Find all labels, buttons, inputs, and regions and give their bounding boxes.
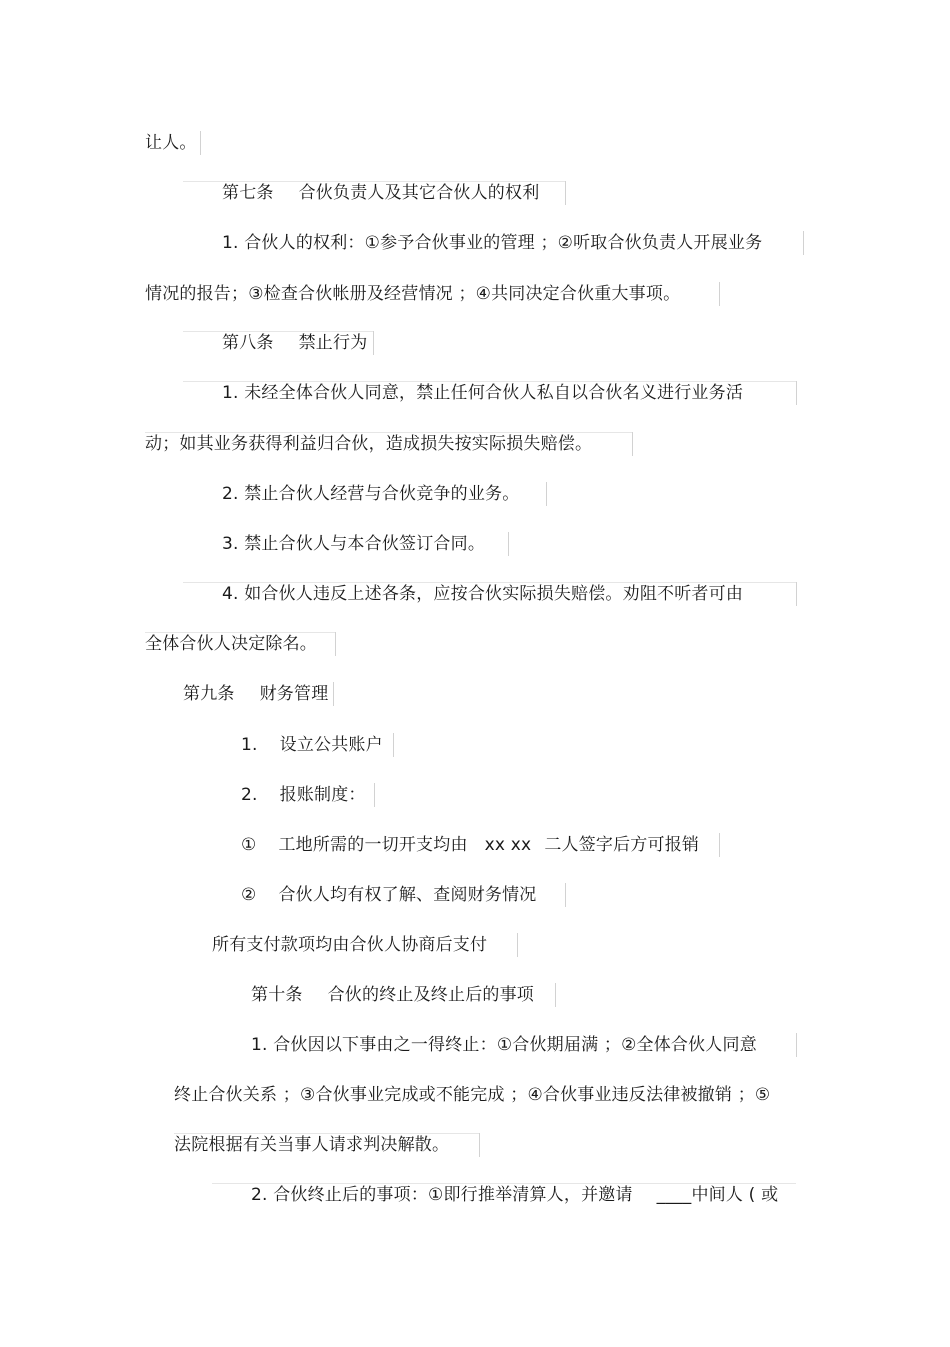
- paragraph-line: 所有支付款项均由合伙人协商后支付: [212, 935, 488, 955]
- article-number: 第八条: [222, 333, 274, 353]
- paragraph-line: 1. 合伙因以下事由之一得终止：①合伙期届满 ；②全体合伙人同意: [251, 1035, 757, 1055]
- paragraph-text: 2. 合伙终止后的事项：①即行推举清算人，并邀请: [251, 1185, 633, 1205]
- text-frame-edge: [796, 582, 797, 606]
- list-text: xx xx: [484, 835, 532, 855]
- paragraph-line: 4. 如合伙人违反上述各条，应按合伙实际损失赔偿。劝阻不听者可由: [222, 584, 744, 604]
- paragraph-line: 2. 禁止合伙人经营与合伙竞争的业务。: [222, 484, 520, 504]
- paragraph-line: 法院根据有关当事人请求判决解散。: [174, 1135, 450, 1155]
- article-7-heading: [222, 181, 539, 205]
- text-frame-edge: [517, 933, 518, 957]
- text-frame-edge: [200, 131, 201, 155]
- list-item: [241, 733, 383, 757]
- text-frame-edge: [335, 632, 336, 656]
- list-item: [241, 833, 699, 857]
- text-frame-edge: [796, 381, 797, 405]
- list-text: 设立公共账户: [279, 735, 383, 755]
- paragraph-line: 1. 未经全体合伙人同意，禁止任何合伙人私自以合伙名义进行业务活: [222, 383, 744, 403]
- article-9-heading: [183, 682, 328, 706]
- paragraph-line: 情况的报告；③检查合伙帐册及经营情况 ；④共同决定合伙重大事项。: [145, 284, 681, 304]
- article-number: 第七条: [222, 183, 274, 203]
- paragraph-line: 让人。: [145, 133, 197, 153]
- article-title: 合伙的终止及终止后的事项: [327, 985, 535, 1005]
- paragraph-line: 全体合伙人决定除名。: [145, 634, 317, 654]
- text-frame-edge: [565, 181, 566, 205]
- paragraph-line: 3. 禁止合伙人与本合伙签订合同。: [222, 534, 486, 554]
- article-number: 第九条: [183, 684, 235, 704]
- list-text: 工地所需的一切开支均由: [278, 835, 468, 855]
- text-frame-edge: [374, 783, 375, 807]
- text-frame-edge: [373, 331, 374, 355]
- article-10-heading: [251, 983, 534, 1007]
- text-frame-edge: [393, 733, 394, 757]
- list-item: [241, 883, 536, 907]
- list-item: [241, 783, 366, 807]
- list-number: ②: [241, 885, 257, 905]
- paragraph-line: 动；如其业务获得利益归合伙，造成损失按实际损失赔偿。: [145, 434, 593, 454]
- paragraph-line: 1. 合伙人的权利：①参予合伙事业的管理 ；②听取合伙负责人开展业务: [222, 233, 763, 253]
- article-title: 财务管理: [259, 684, 329, 704]
- text-frame-edge: [555, 983, 556, 1007]
- list-text: 二人签字后方可报销: [544, 835, 700, 855]
- list-text: 报账制度：: [279, 785, 366, 805]
- article-8-heading: [222, 331, 367, 355]
- list-number: 1.: [241, 735, 258, 755]
- article-title: 禁止行为: [298, 333, 368, 353]
- text-frame-edge: [803, 231, 804, 255]
- text-frame-edge: [508, 532, 509, 556]
- list-text: 合伙人均有权了解、查阅财务情况: [278, 885, 537, 905]
- text-frame-edge: [719, 282, 720, 306]
- text-frame-edge: [719, 833, 720, 857]
- text-frame-edge: [333, 682, 334, 706]
- article-title: 合伙负责人及其它合伙人的权利: [298, 183, 540, 203]
- text-frame-edge: [632, 432, 633, 456]
- text-frame-edge: [565, 883, 566, 907]
- article-number: 第十条: [251, 985, 303, 1005]
- paragraph-line: 终止合伙关系 ；③合伙事业完成或不能完成 ；④合伙事业违反法律被撤销 ；⑤: [174, 1085, 771, 1105]
- paragraph-text: ____中间人 ( 或: [656, 1185, 779, 1205]
- text-frame-edge: [546, 482, 547, 506]
- list-number: 2.: [241, 785, 258, 805]
- list-number: ①: [241, 835, 257, 855]
- text-frame-edge: [479, 1133, 480, 1157]
- paragraph-line: [251, 1183, 778, 1207]
- text-frame-edge: [796, 1033, 797, 1057]
